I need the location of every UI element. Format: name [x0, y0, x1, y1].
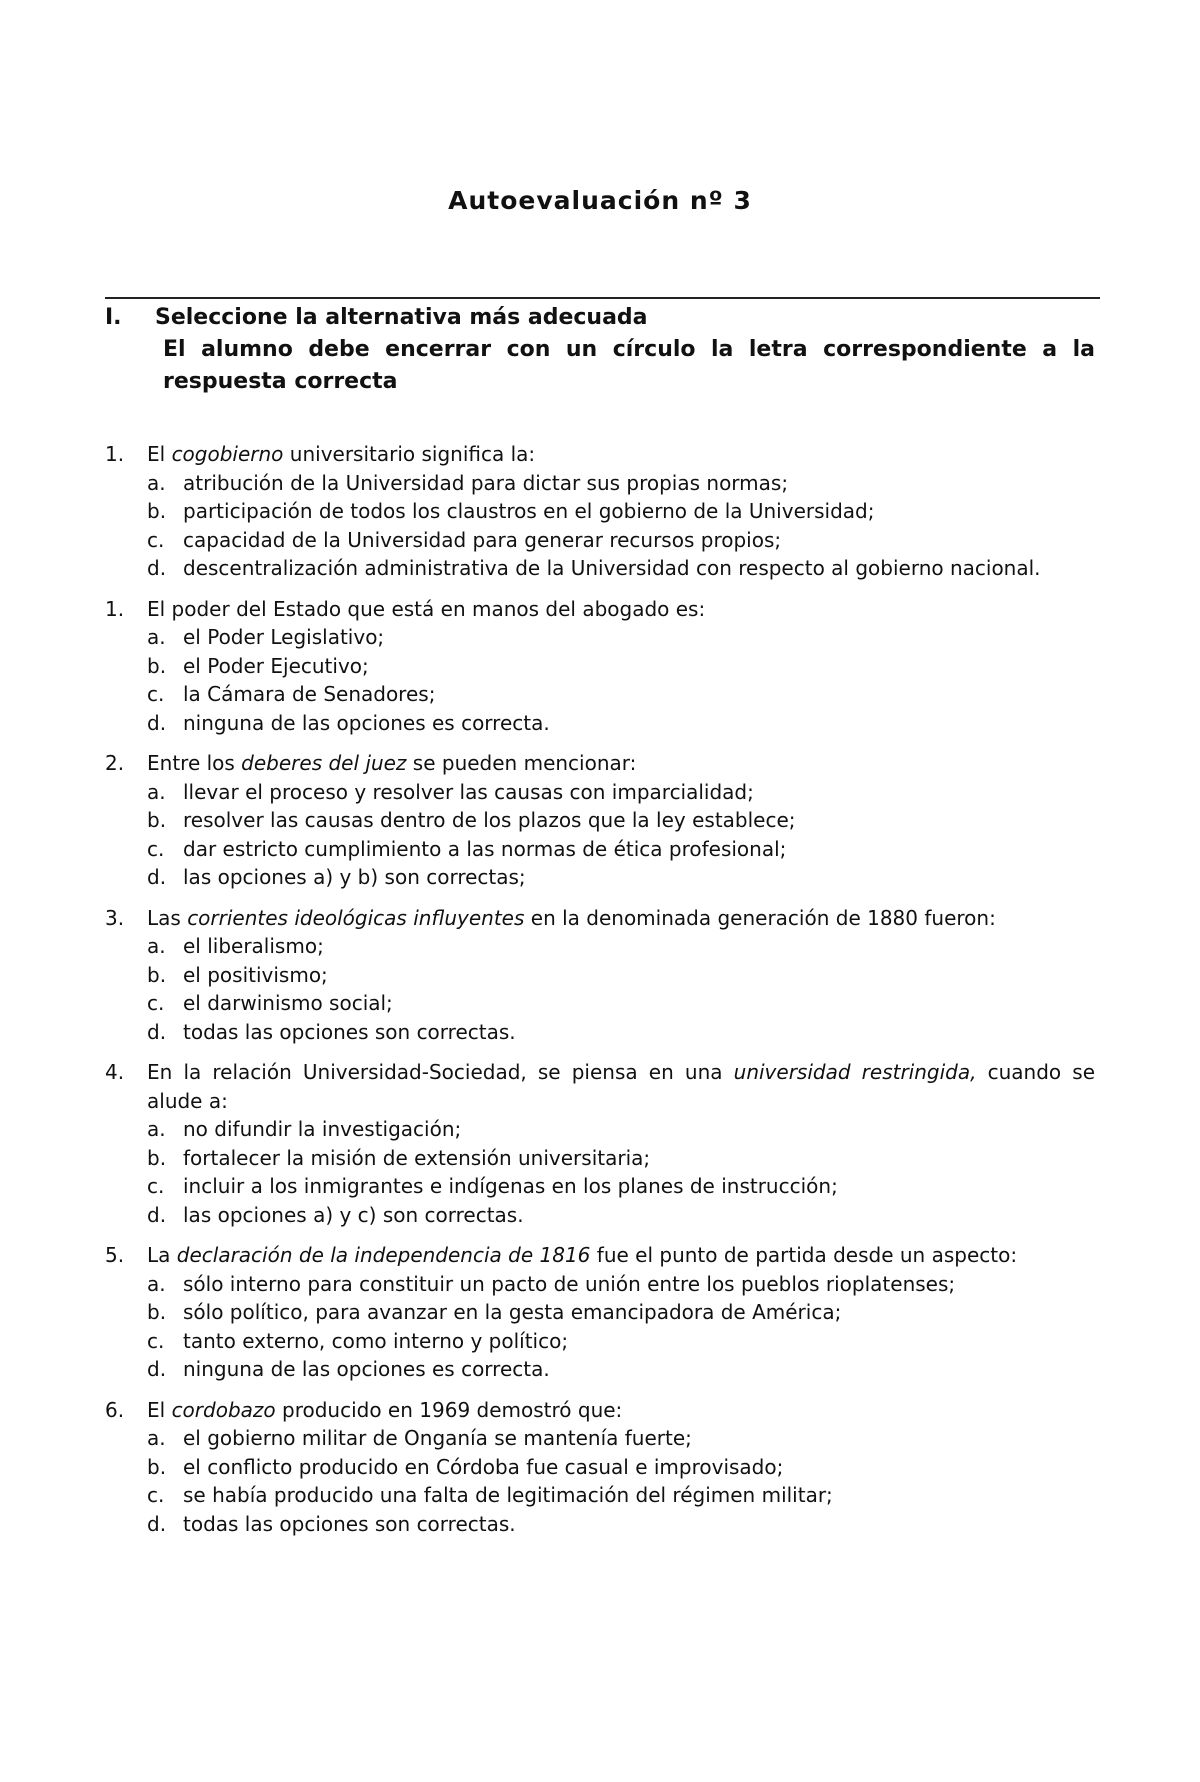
section-instruction: El alumno debe encerrar con un círculo la letra correspondiente a la respuesta correcta — [163, 337, 1095, 394]
answer-option — [147, 554, 1095, 583]
option-text: las opciones a) y b) son correctas; — [183, 865, 526, 889]
question-stem-text: producido en 1969 demostró que: — [275, 1397, 623, 1422]
option-text: llevar el proceso y resolver las causas con imparcialidad; — [183, 779, 754, 804]
option-text: la Cámara de Senadores; — [183, 682, 436, 706]
option-text: descentralización administrativa de la Universidad con respecto al gobierno nacional. — [183, 556, 1041, 580]
answer-option — [147, 1144, 1095, 1173]
question-stem — [147, 749, 1095, 778]
answer-option — [147, 863, 1095, 892]
question-stem-text: Las — [147, 905, 188, 930]
question-stem-text: fue el punto de partida desde un aspecto: — [590, 1243, 1018, 1267]
option-letter: d. — [147, 1019, 167, 1044]
question-list — [105, 440, 1095, 1550]
option-letter: d. — [147, 1357, 167, 1381]
option-letter: a. — [147, 625, 166, 649]
question-stem-italic: declaración de la independencia de 1816 — [176, 1243, 591, 1267]
question-stem-text: universitario significa la: — [283, 442, 536, 466]
horizontal-rule — [105, 297, 1100, 299]
question-stem-text: El — [147, 442, 172, 466]
option-letter: b. — [147, 1145, 167, 1170]
page-title: Autoevaluación nº 3 — [448, 186, 752, 215]
option-letter: b. — [147, 1454, 167, 1479]
option-text: todas las opciones son correctas. — [183, 1019, 516, 1044]
question-stem — [147, 440, 1095, 469]
answer-option — [147, 680, 1095, 709]
option-text: participación de todos los claustros en el gobierno de la Universidad; — [183, 499, 875, 523]
option-letter: c. — [147, 527, 165, 552]
question-item — [105, 440, 1095, 583]
answer-option — [147, 1201, 1095, 1230]
option-text: las opciones a) y c) son correctas. — [183, 1202, 524, 1227]
answer-option — [147, 469, 1095, 498]
answer-option — [147, 709, 1095, 738]
question-item — [105, 1058, 1095, 1229]
option-text: sólo interno para constituir un pacto de unión entre los pueblos rioplatenses; — [183, 1271, 956, 1296]
option-letter: d. — [147, 710, 167, 735]
answer-option — [147, 1018, 1095, 1047]
question-stem-text: El — [147, 1397, 172, 1422]
option-letter: c. — [147, 991, 165, 1015]
answer-option — [147, 1453, 1095, 1482]
option-letter: c. — [147, 1328, 165, 1353]
question-stem — [147, 904, 1095, 933]
answer-option — [147, 623, 1095, 652]
question-number: 5. — [105, 1243, 125, 1267]
option-letter: d. — [147, 556, 167, 580]
option-text: resolver las causas dentro de los plazos que la ley establece; — [183, 808, 796, 832]
question-stem — [147, 1396, 1095, 1425]
option-text: no difundir la investigación; — [183, 1117, 462, 1141]
question-stem — [147, 1241, 1095, 1270]
option-letter: b. — [147, 808, 167, 832]
answer-option — [147, 1424, 1095, 1453]
option-letter: d. — [147, 1511, 167, 1536]
answer-option — [147, 652, 1095, 681]
option-text: ninguna de las opciones es correcta. — [183, 1357, 550, 1381]
question-stem-text: El poder del Estado que está en manos del abogado es: — [147, 596, 706, 621]
answer-option — [147, 989, 1095, 1018]
option-letter: a. — [147, 1117, 166, 1141]
answer-option — [147, 778, 1095, 807]
question-stem-text: en la denominada generación de 1880 fueron: — [524, 905, 996, 930]
question-stem-italic: corrientes ideológicas influyentes — [187, 905, 525, 930]
question-number: 2. — [105, 751, 125, 775]
option-letter: a. — [147, 779, 166, 804]
question-stem — [147, 1058, 1095, 1115]
option-letter: c. — [147, 682, 165, 706]
question-stem-text: En la relación Universidad-Sociedad, se piensa en una — [147, 1060, 734, 1084]
option-text: ninguna de las opciones es correcta. — [183, 710, 550, 735]
option-text: el Poder Legislativo; — [183, 625, 385, 649]
answer-option — [147, 1172, 1095, 1201]
answer-option — [147, 806, 1095, 835]
option-text: atribución de la Universidad para dictar sus propias normas; — [183, 470, 789, 495]
question-stem-text: Entre los — [147, 751, 242, 775]
option-letter: b. — [147, 499, 167, 523]
option-text: capacidad de la Universidad para generar recursos propios; — [183, 527, 782, 552]
option-text: incluir a los inmigrantes e indígenas en los planes de instrucción; — [183, 1174, 838, 1198]
option-text: el darwinismo social; — [183, 991, 393, 1015]
question-stem-text: cuando se alude a: — [147, 1060, 1096, 1113]
section-heading: Seleccione la alternativa más adecuada — [155, 305, 648, 330]
option-letter: a. — [147, 1426, 166, 1450]
question-stem-italic: deberes del juez — [241, 751, 407, 775]
option-letter: c. — [147, 1174, 165, 1198]
option-text: fortalecer la misión de extensión universitaria; — [183, 1145, 651, 1170]
option-letter: a. — [147, 934, 166, 958]
question-stem-italic: universidad restringida, — [733, 1060, 977, 1084]
option-letter: c. — [147, 836, 165, 861]
answer-option — [147, 1327, 1095, 1356]
option-letter: b. — [147, 653, 167, 678]
answer-option — [147, 1510, 1095, 1539]
option-text: el Poder Ejecutivo; — [183, 653, 369, 678]
question-stem-italic: cogobierno — [171, 442, 284, 466]
question-item — [105, 1241, 1095, 1384]
answer-option — [147, 1355, 1095, 1384]
question-number: 4. — [105, 1060, 125, 1084]
answer-option — [147, 497, 1095, 526]
question-stem-text: se pueden mencionar: — [406, 751, 637, 775]
option-text: el gobierno militar de Onganía se mantenía fuerte; — [183, 1426, 692, 1450]
question-item — [105, 595, 1095, 738]
question-number: 3. — [105, 905, 125, 930]
answer-option — [147, 1298, 1095, 1327]
option-text: el positivismo; — [183, 962, 328, 987]
question-stem-text: La — [147, 1243, 177, 1267]
question-stem — [147, 595, 1095, 624]
question-item — [105, 749, 1095, 892]
option-letter: d. — [147, 865, 167, 889]
question-number: 6. — [105, 1397, 125, 1422]
question-item — [105, 1396, 1095, 1539]
option-letter: a. — [147, 470, 166, 495]
question-item — [105, 904, 1095, 1047]
answer-option — [147, 1270, 1095, 1299]
option-letter: b. — [147, 962, 167, 987]
option-text: todas las opciones son correctas. — [183, 1511, 516, 1536]
answer-option — [147, 835, 1095, 864]
option-letter: a. — [147, 1271, 166, 1296]
question-stem-italic: cordobazo — [171, 1397, 276, 1422]
option-letter: b. — [147, 1300, 167, 1324]
option-letter: d. — [147, 1202, 167, 1227]
option-text: el liberalismo; — [183, 934, 324, 958]
option-text: el conflicto producido en Córdoba fue casual e improvisado; — [183, 1454, 784, 1479]
answer-option — [147, 1481, 1095, 1510]
answer-option — [147, 526, 1095, 555]
option-letter: c. — [147, 1483, 165, 1507]
answer-option — [147, 1115, 1095, 1144]
option-text: dar estricto cumplimiento a las normas de ética profesional; — [183, 836, 787, 861]
section-number: I. — [105, 305, 122, 330]
question-number: 1. — [105, 442, 125, 466]
option-text: sólo político, para avanzar en la gesta emancipadora de América; — [183, 1300, 842, 1324]
answer-option — [147, 961, 1095, 990]
option-text: se había producido una falta de legitimación del régimen militar; — [183, 1483, 833, 1507]
answer-option — [147, 932, 1095, 961]
question-number: 1. — [105, 596, 125, 621]
option-text: tanto externo, como interno y político; — [183, 1328, 569, 1353]
